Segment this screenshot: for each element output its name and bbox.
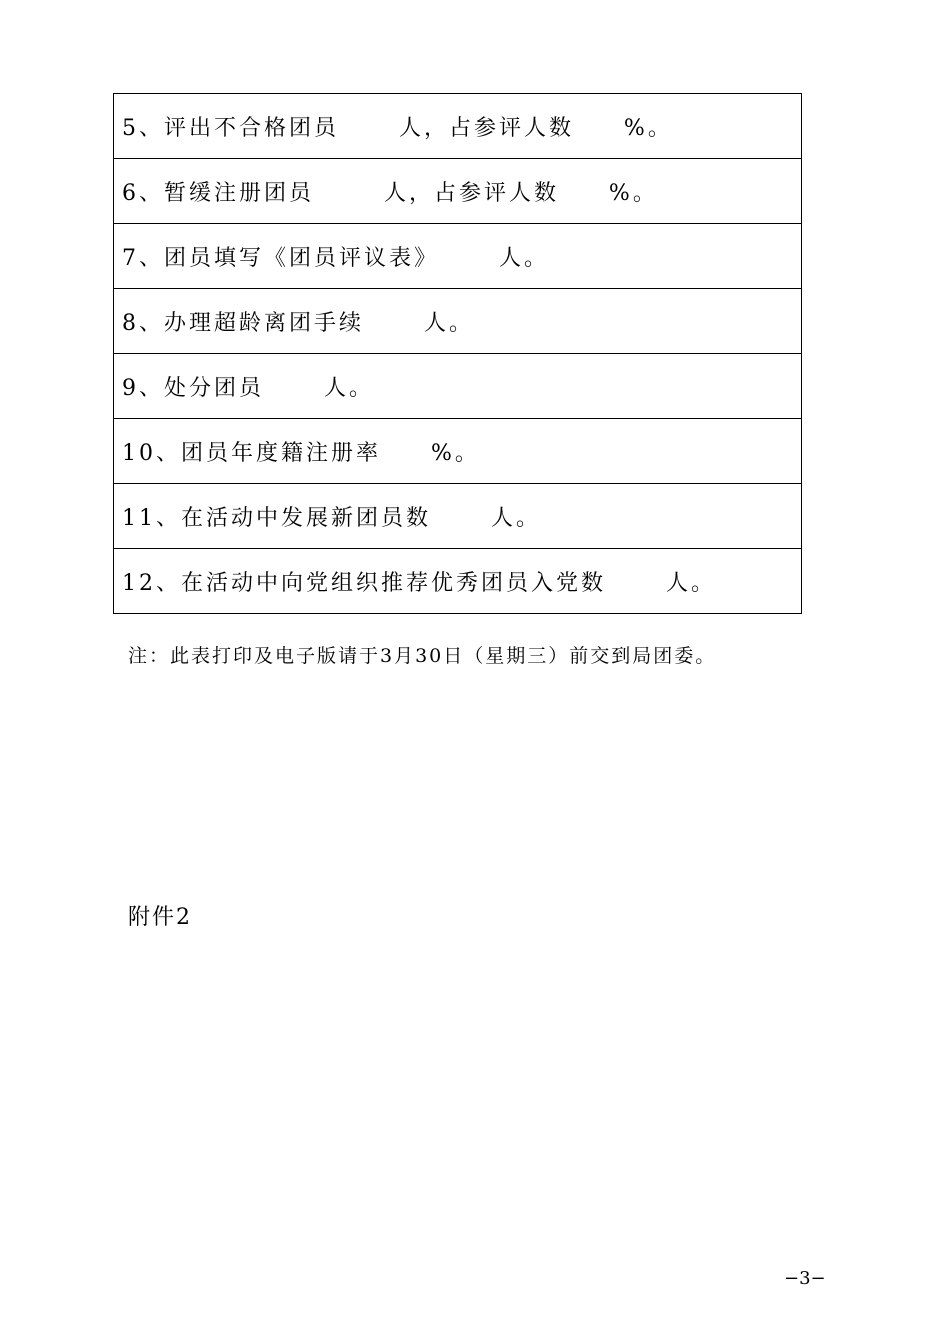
table-row [114,549,802,614]
table-row [114,354,802,419]
table-row [114,419,802,484]
table-cell-new-members: 11、在活动中发展新团员数 人。 [114,484,802,549]
table-row [114,484,802,549]
table-cell-party-recommendations: 12、在活动中向党组织推荐优秀团员入党数 人。 [114,549,802,614]
table-cell-deferred-registration: 6、暂缓注册团员 人，占参评人数 %。 [114,159,802,224]
table-row [114,289,802,354]
submission-note: 注：此表打印及电子版请于3月30日（星期三）前交到局团委。 [128,645,717,667]
page-number: −3− [784,1268,826,1289]
table-row [114,159,802,224]
table-cell-disciplined-members: 9、处分团员 人。 [114,354,802,419]
table-cell-evaluation-forms: 7、团员填写《团员评议表》 人。 [114,224,802,289]
table-cell-registration-rate: 10、团员年度籍注册率 %。 [114,419,802,484]
table-cell-failed-members: 5、评出不合格团员 人，占参评人数 %。 [114,94,802,159]
attachment-label: 附件2 [128,905,192,930]
table-row [114,94,802,159]
statistics-table [113,93,802,614]
table-cell-overage-departure: 8、办理超龄离团手续 人。 [114,289,802,354]
table-row [114,224,802,289]
